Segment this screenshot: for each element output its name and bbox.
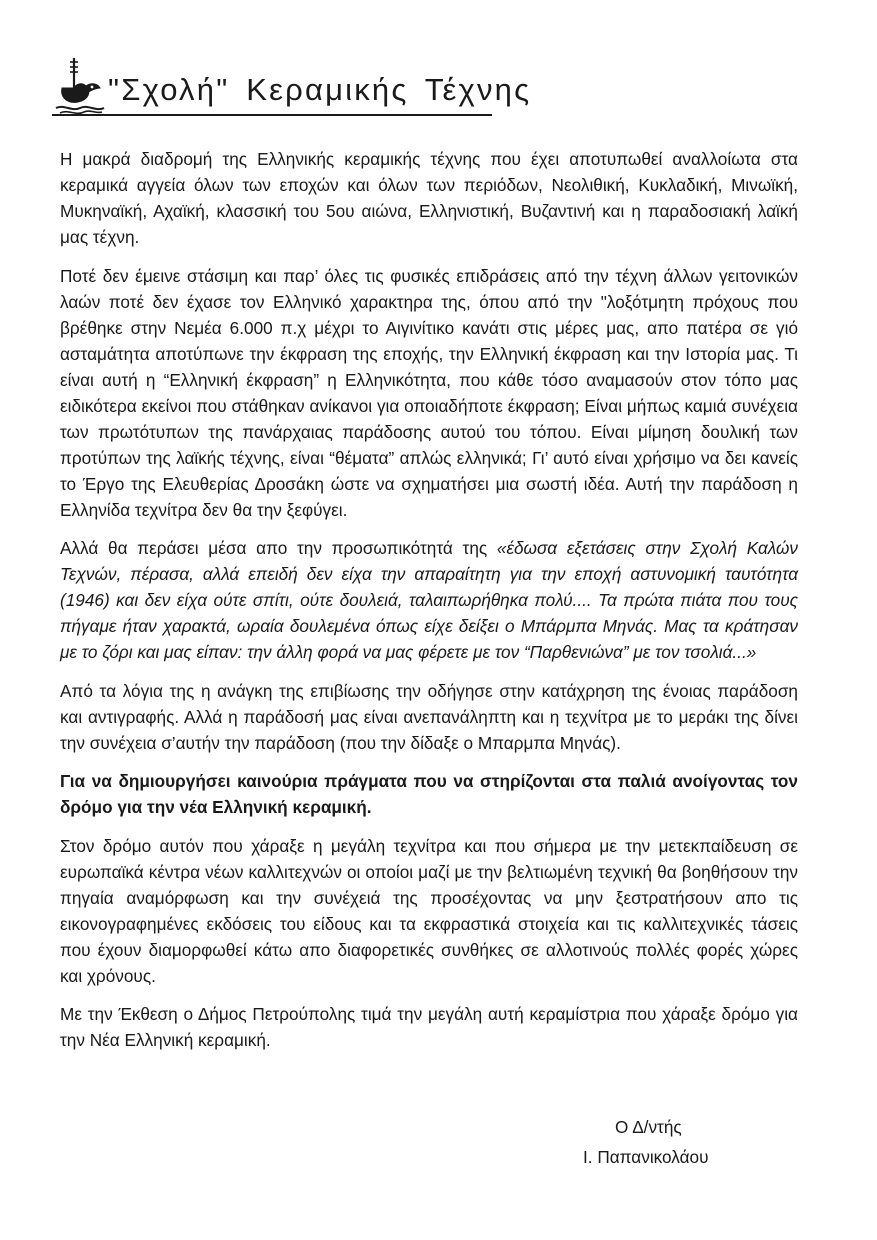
page-title: "Σχολή" Κεραμικής Τέχνης [108, 72, 532, 107]
paragraph-5-bold: Για να δημιουργήσει καινούρια πράγματα που να στηρίζονται στα παλιά ανοίγοντας τον δρόμο για την νέα Ελληνική κεραμική. [60, 771, 798, 817]
paragraph-7: Με την Έκθεση ο Δήμος Πετρούπολης τιμά την μεγάλη αυτή κεραμίστρια που χάραξε δρόμο για την Νέα Ελληνική κεραμική. [60, 1004, 798, 1050]
document-header [52, 52, 532, 120]
paragraph-3-quote: «έδωσα εξετάσεις στην Σχολή Καλών Τεχνών, πέρασα, αλλά επειδή δεν είχα την απαραίτητη για την εποχή αστυνομική ταυτότητα (1946) και δεν είχα ούτε σπίτι, ούτε δουλειά, ταλαιπωρήθηκα πολύ.... Τα πρώτα πιάτα που τους πήγαμε ήταν χαρακτά, ωραία δουλεμένα όπως είχε δείξει ο Μπάρμπα Μηνάς. Μας τα κράτησαν με το ζόρι και μας είπαν: την άλλη φορά να μας φέρετε με τον “Παρθενιώνα” με τον τσολιά...» [60, 538, 798, 662]
signature-name: Ι. Παπανικολάου [583, 1147, 709, 1167]
paragraph-4: Από τα λόγια της η ανάγκη της επιβίωσης την οδήγησε στην κατάχρηση της ένοιας παράδοση και αντιγραφής. Αλλά η παράδοσή μας είναι ανεπανάληπτη και η τεχνίτρα με το μεράκι της δίνει την συνέχεια σ’αυτήν την παράδοση (που την δίδαξε ο Μπαρμπα Μηνάς). [60, 680, 798, 753]
article-body [60, 146, 798, 1066]
paragraph-2: Ποτέ δεν έμεινε στάσιμη και παρ’ όλες τις φυσικές επιδράσεις από την τέχνη άλλων γειτονικών λαών ποτέ δεν έχασε τον Ελληνικό χαρακτηρα της, όπου από την "λοξότμητη πρόχους που βρέθηκε στην Νεμέα 6.000 π.χ μέχρι το Αιγινίτικο κανάτι στις μέρες μας, απο πατέρα σε γιό ασταμάτητα αποτύπωνε την έκφραση της εποχής, την Ελληνική έκφραση και την Ιστορία μας. Τι είναι αυτή η “Ελληνική έκφραση” η Ελληνικότητα, που κάθε τόσο αναμασούν στον τόπο μας ειδικότερα εκείνοι που στάθηκαν ανίκανοι για οποιαδήποτε έκφραση; Είναι μήπως καμιά συνέχεια των πρωτότυπων της πανάρχαιας παράδοσης αυτού του τόπου. Είναι μίμηση δουλική των προτύπων της λαϊκής τέχνης, είναι “θέματα” απλώς ελληνικά; Γι’ αυτό είναι χρήσιμο να δει κανείς το Έργο της Ελευθερίας Δροσάκη ώστε να σχηματήσει μια σωστή ιδέα. Αυτή την παράδοση η Ελληνίδα τεχνίτρα δεν θα την ξεφύγει. [60, 265, 798, 520]
title-underline [52, 114, 492, 116]
paragraph-1: Η μακρά διαδρομή της Ελληνικής κεραμικής τέχνης που έχει αποτυπωθεί αναλλοίωτα στα κεραμικά αγγεία όλων των εποχών και όλων των περιόδων, Νεολιθική, Κυκλαδική, Μινωϊκή, Μυκηναϊκή, Αχαϊκή, κλασσική του 5ου αιώνα, Ελληνιστική, Βυζαντινή και η παραδοσιακή λαϊκή μας τέχνη. [60, 149, 798, 247]
paragraph-3-lead: Αλλά θα περάσει μέσα απο την προσωπικότητά της [60, 538, 497, 558]
signature-block [567, 1112, 767, 1172]
paragraph-6: Στον δρόμο αυτόν που χάραξε η μεγάλη τεχνίτρα και που σήμερα με την μετεκπαίδευση σε ευρωπαϊκά κέντρα νέων καλλιτεχνών οι οποίοι μαζί με την βελτιωμένη τεχνική θα βοηθήσουν την πηγαία αναμόρφωση και την συνέχειά της προσέχοντας να μην ξεστρατήσουν απο τις εικονογραφημένες εκδόσεις του είδους και τα εκφραστικά στοιχεία και τις καλλιτεχνικές τάσεις που έχουν διαμορφωθεί κάτω απο διαφορετικές συνθήκες σε αλλοτινούς πολλές φορές χώρες και χρόνους. [60, 835, 798, 986]
ceramic-amphora-logo-icon [52, 54, 110, 116]
signature-role: Ο Δ/ντής [615, 1117, 682, 1137]
paragraph-3 [60, 535, 798, 665]
